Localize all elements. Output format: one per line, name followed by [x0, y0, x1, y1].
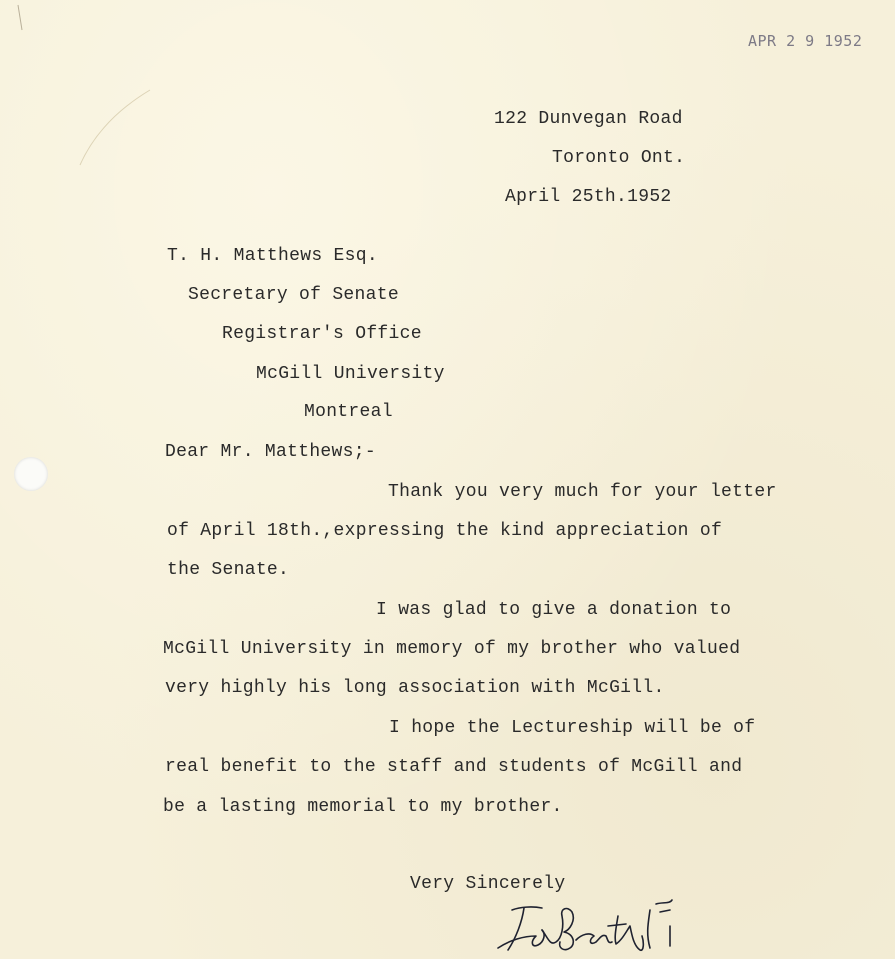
body-line: real benefit to the staff and students of McGill and: [165, 757, 743, 777]
salutation: Dear Mr. Matthews;-: [165, 442, 376, 462]
closing: Very Sincerely: [410, 874, 566, 894]
letter-date: April 25th.1952: [505, 187, 672, 207]
recipient-city: Montreal: [304, 402, 393, 422]
body-line: I hope the Lectureship will be of: [389, 718, 756, 738]
recipient-institution: McGill University: [256, 364, 445, 384]
sender-street: 122 Dunvegan Road: [494, 109, 683, 129]
body-line: McGill University in memory of my brother who valued: [163, 639, 741, 659]
recipient-name: T. H. Matthews Esq.: [167, 246, 378, 266]
handwritten-signature: [490, 890, 700, 959]
body-line: very highly his long association with McGill.: [165, 678, 665, 698]
punch-hole: [14, 457, 48, 491]
body-line: the Senate.: [167, 560, 290, 580]
received-date-stamp: APR 2 9 1952: [748, 32, 863, 50]
recipient-office: Registrar's Office: [222, 324, 422, 344]
body-line: Thank you very much for your letter: [388, 482, 777, 502]
recipient-title: Secretary of Senate: [188, 285, 399, 305]
body-line: of April 18th.,expressing the kind appreciation of: [167, 521, 723, 541]
paper-mark-decoration: [0, 0, 200, 200]
body-line: be a lasting memorial to my brother.: [163, 797, 563, 817]
sender-city: Toronto Ont.: [552, 148, 686, 168]
body-line: I was glad to give a donation to: [376, 600, 732, 620]
